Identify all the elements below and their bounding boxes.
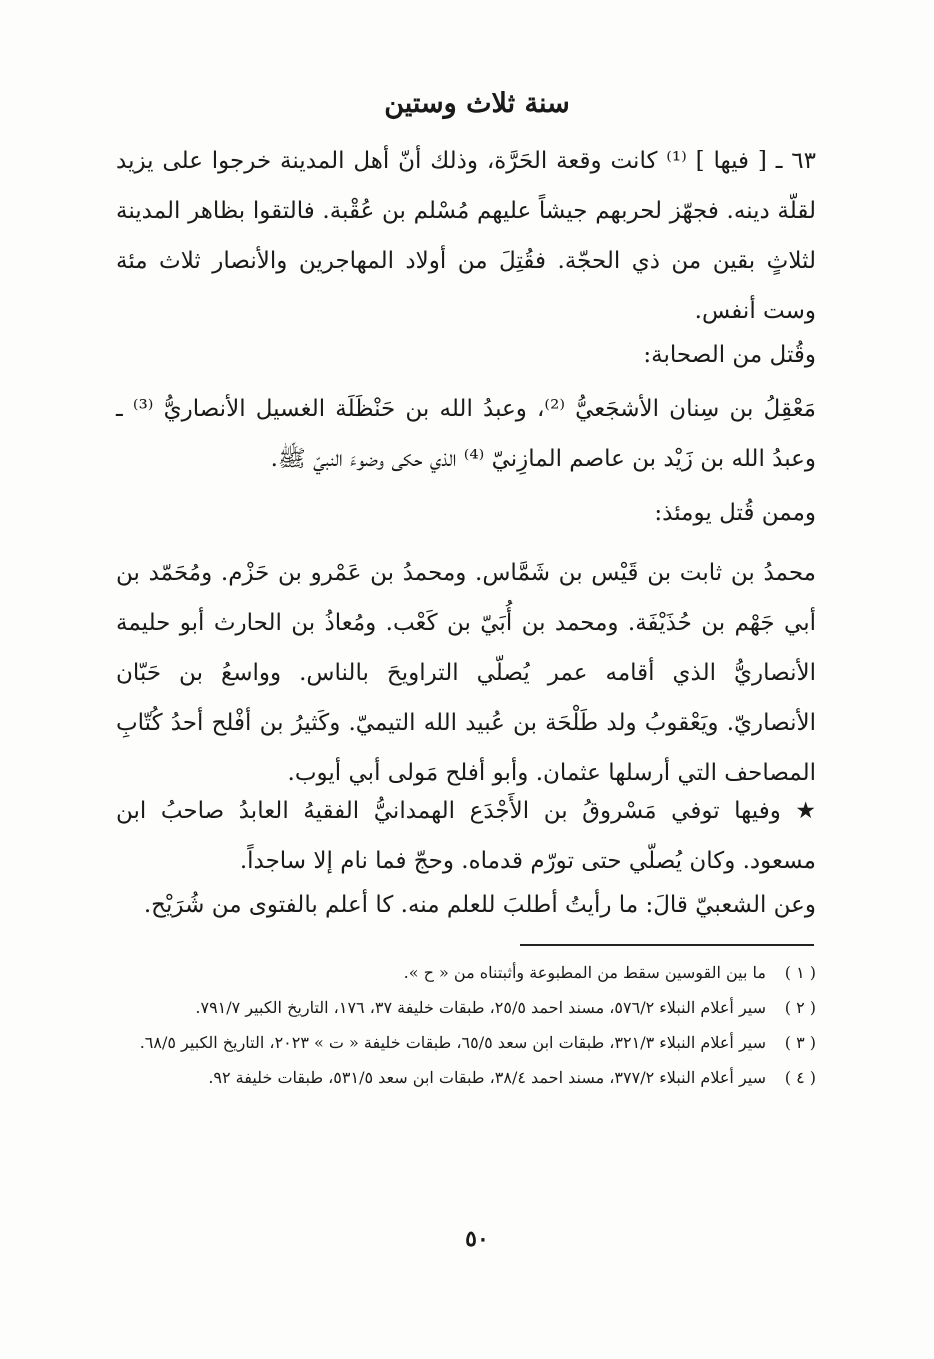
paragraph-text: وعن الشعبيّ قالَ: ما رأيتُ أطلبَ للعلم منه. كا أعلم بالفتوى من شُرَيْح.: [143, 892, 816, 918]
paragraph-companions-list: [116, 384, 816, 484]
footnote-separator: [520, 944, 814, 946]
paragraph-event-harra: [116, 136, 816, 336]
paragraph-text: ٦٣ ـ [ فيها ] ⁽¹⁾ كانت وقعة الحَرَّة، وذلك أنّ أهل المدينة خرجوا على يزيد لقلّة دينه. فجهّز لحربهم جيشاً عليهم مُسْلم بن عُقْبة. فالتقوا بظاهر المدينة لثلاثٍ بقين من ذي الحجّة. فقُتِلَ من أولاد المهاجرين والأنصار ثلاث مئة وست أنفس.: [116, 148, 817, 324]
footnote: [116, 993, 816, 1022]
footnote-number: ( ٢ ): [784, 998, 816, 1017]
footnotes: [116, 958, 816, 1098]
footnote: [116, 958, 816, 987]
page-heading: سنة ثلاث وستين: [384, 88, 570, 119]
paragraph-text: محمدُ بن ثابت بن قَيْس بن شَمَّاس. ومحمدُ بن عَمْرو بن حَزْم. ومُحَمّد بن أبي جَهْم بن حُذَيْفَة. ومحمد بن أُبَيّ بن كَعْب. ومُعاذُ بن الحارث أبو حليمة الأنصاريُّ الذي أقامه عمر يُصلّي التراويحَ بالناس. وواسعُ بن حَبّان الأنصاريّ. ويَعْقوبُ ولد طَلْحَة بن عُبيد الله التيميّ. وكَثيرُ بن أفْلح أحدُ كُتّابِ المصاحف التي أرسلها عثمان. وأبو أفلح مَولى أبي أيوب.: [116, 560, 816, 786]
footnote: [116, 1028, 816, 1057]
paragraph-killed-list: [116, 548, 816, 798]
paragraph-text: مَعْقِلُ بن سِنان الأشجَعيُّ ⁽²⁾، وعبدُ الله بن حَنْظَلَة الغسيل الأنصاريُّ ⁽³⁾ ـ وعبدُ الله بن زَيْد بن عاصم المازِنيّ ⁽⁴⁾ الذي حكى وضوءَ النبيّ ﷺ.: [116, 396, 816, 472]
paragraph-companions-heading: [116, 330, 816, 380]
footnote-number: ( ٤ ): [784, 1068, 816, 1087]
footnote-text: سير أعلام النبلاء ٥٧٦/٢، مسند احمد ٢٥/٥، طبقات خليفة ٣٧، ١٧٦، التاريخ الكبير ٧٩١/٧.: [195, 998, 766, 1017]
footnote-text: سير أعلام النبلاء ٣٢١/٣، طبقات ابن سعد ٦٥/٥، طبقات خليفة « ت » ٢٠٢٣، التاريخ الكبير ٦٨/٥.: [139, 1033, 766, 1052]
footnote-text: ما بين القوسين سقط من المطبوعة وأثبتناه من « ح ».: [403, 963, 766, 982]
footnote-number: ( ١ ): [784, 963, 816, 982]
footnote-text: سير أعلام النبلاء ٣٧٧/٢، مسند احمد ٣٨/٤، طبقات ابن سعد ٥٣١/٥، طبقات خليفة ٩٢.: [208, 1068, 766, 1087]
page-number: ٥٠: [465, 1226, 489, 1252]
footnote-number: ( ٣ ): [784, 1033, 816, 1052]
paragraph-killed-heading: [116, 488, 816, 538]
footnote: [116, 1063, 816, 1092]
paragraph-text: وممن قُتل يومئذ:: [654, 500, 816, 526]
paragraph-text: ★ وفيها توفي مَسْروقُ بن الأَجْدَع الهمدانيُّ الفقيهُ العابدُ صاحبُ ابن مسعود. وكان يُصلّي حتى تورّم قدماه. وحجّ فما نام إلا ساجداً.: [116, 798, 816, 874]
paragraph-text: وقُتل من الصحابة:: [643, 342, 816, 368]
paragraph-masruq-death: [116, 786, 816, 886]
paragraph-shabi-quote: [116, 880, 816, 930]
